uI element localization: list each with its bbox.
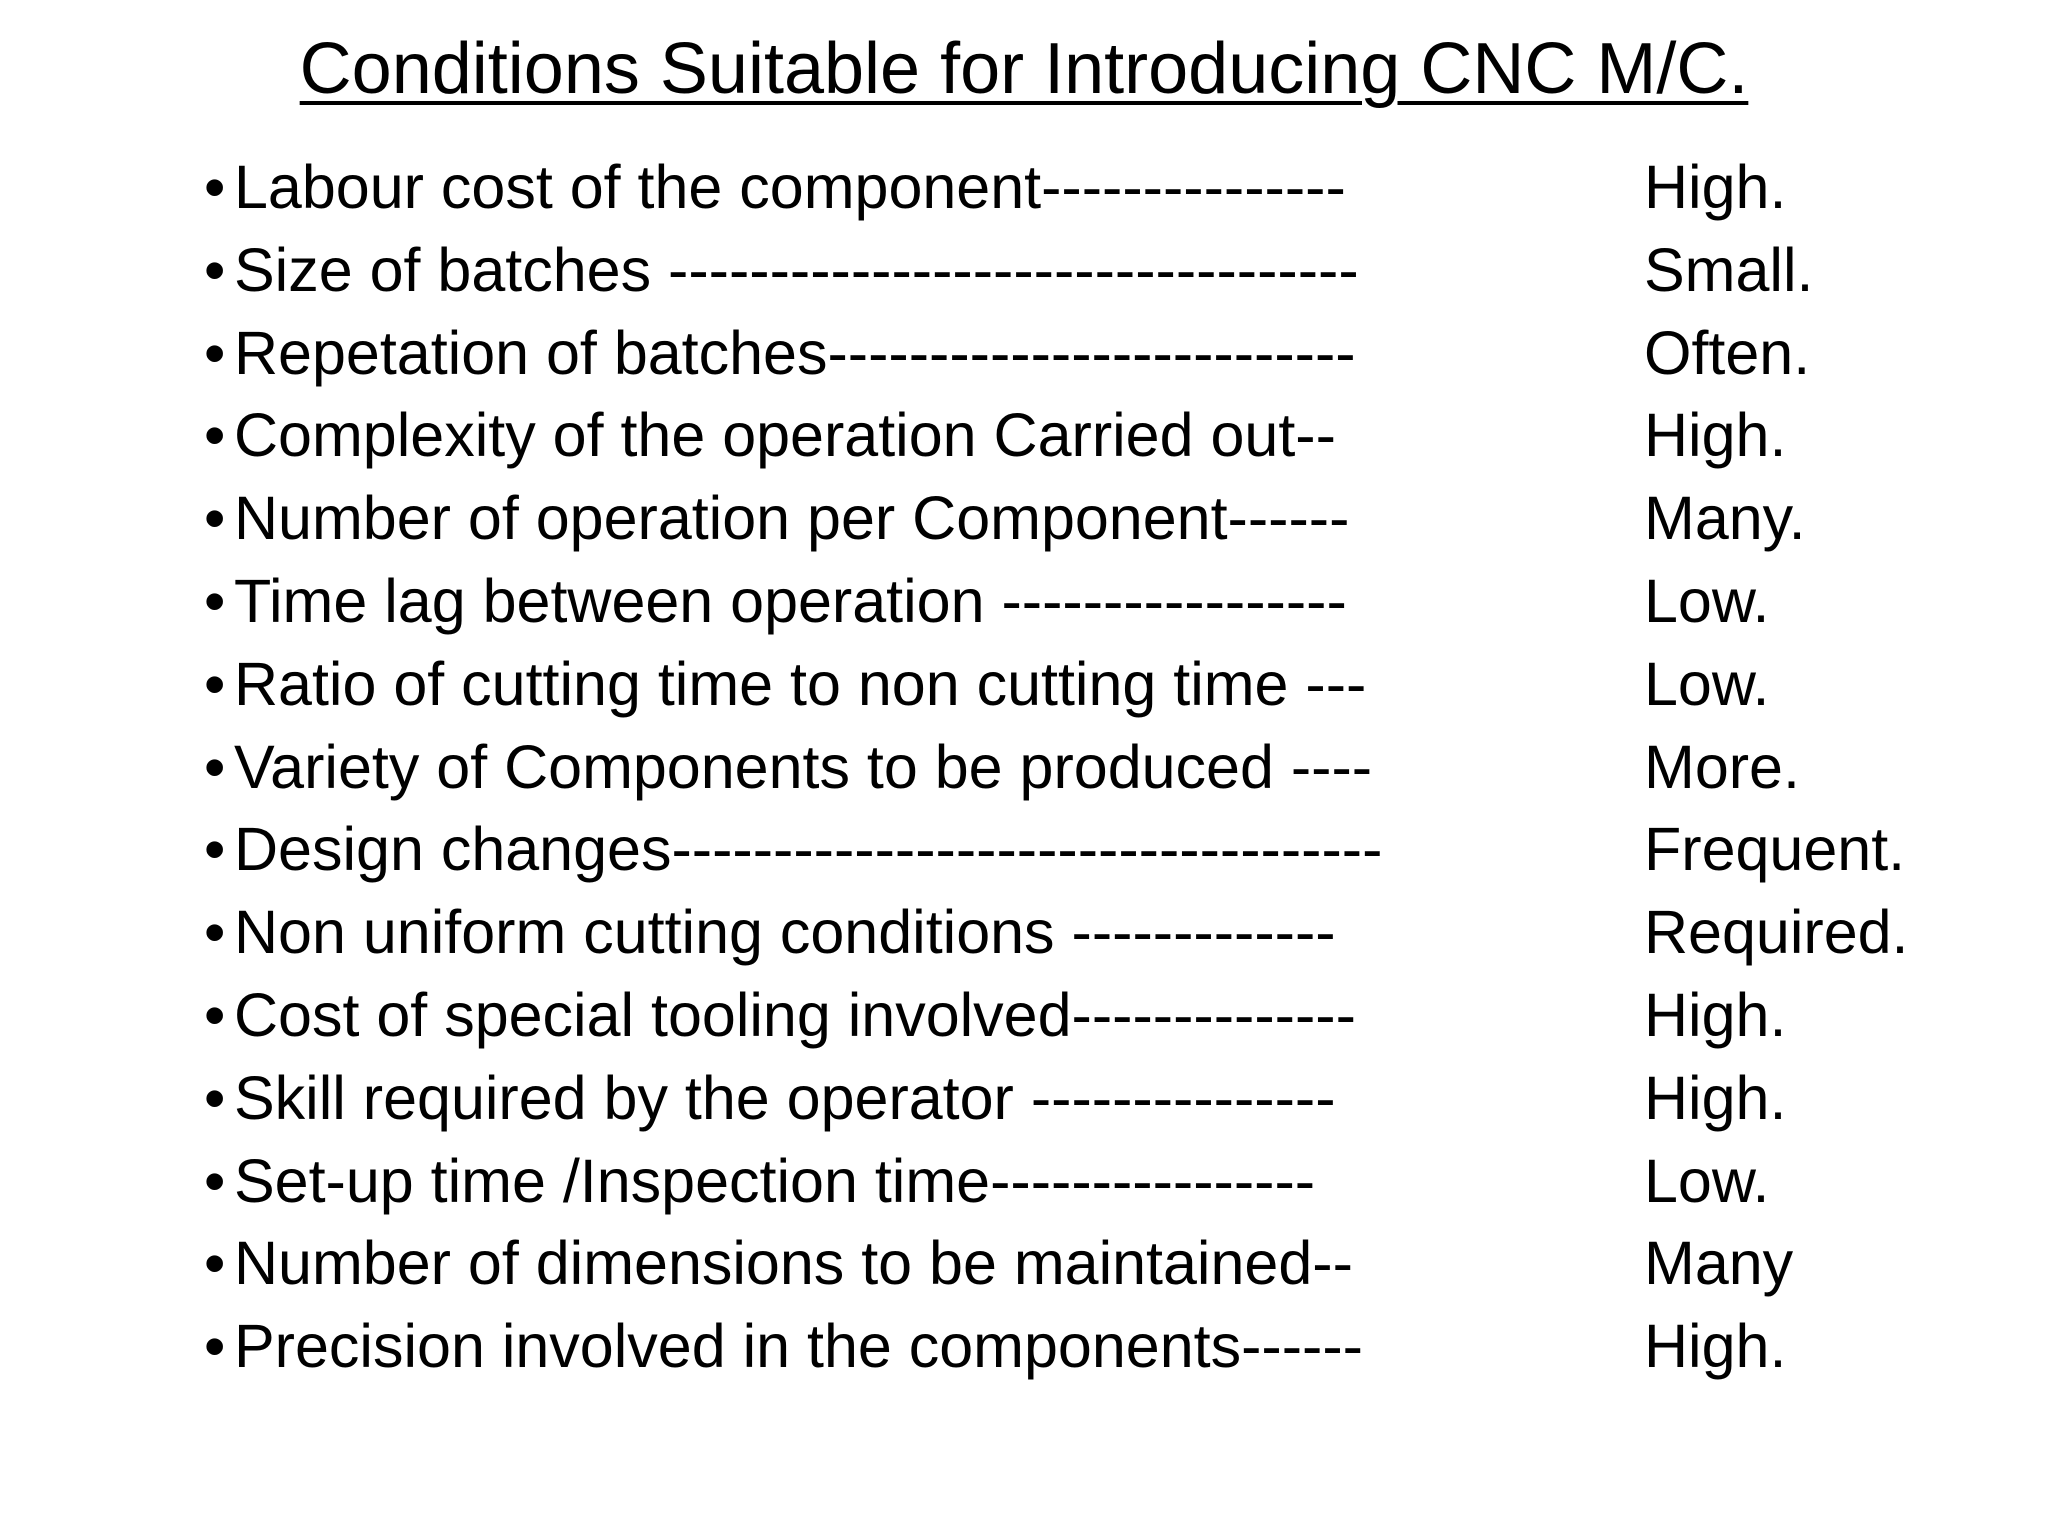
bullet-icon: • [204, 898, 226, 967]
list-item [204, 726, 1924, 809]
bullet-icon: • [204, 566, 226, 635]
condition-value: Many. [1644, 484, 1806, 553]
condition-label: Set-up time /Inspection time---------------- [234, 1146, 1316, 1215]
condition-value: Many [1644, 1229, 1794, 1298]
condition-label: Ratio of cutting time to non cutting time --- [234, 649, 1367, 718]
bullet-icon: • [204, 980, 226, 1049]
condition-label: Number of operation per Component------ [234, 484, 1350, 553]
bullet-icon: • [204, 401, 226, 470]
bullet-icon: • [204, 649, 226, 718]
condition-value: Low. [1644, 566, 1770, 635]
condition-label: Number of dimensions to be maintained-- [234, 1229, 1353, 1298]
bullet-icon: • [204, 732, 226, 801]
bullet-icon: • [204, 235, 226, 304]
condition-value: Frequent. [1644, 815, 1906, 884]
condition-value: High. [1644, 401, 1787, 470]
bullet-icon: • [204, 1312, 226, 1381]
condition-label: Non uniform cutting conditions ------------- [234, 898, 1336, 967]
bullet-icon: • [204, 1146, 226, 1215]
condition-label: Precision involved in the components------ [234, 1312, 1363, 1381]
condition-value: Low. [1644, 649, 1770, 718]
list-item [204, 477, 1924, 560]
conditions-list [204, 146, 1924, 1388]
bullet-icon: • [204, 1229, 226, 1298]
list-item [204, 808, 1924, 891]
list-item [204, 891, 1924, 974]
condition-value: High. [1644, 980, 1787, 1049]
list-item [204, 560, 1924, 643]
condition-label: Complexity of the operation Carried out-- [234, 401, 1336, 470]
bullet-icon: • [204, 484, 226, 553]
condition-label: Design changes----------------------------------- [234, 815, 1383, 884]
condition-label: Time lag between operation ----------------- [234, 566, 1347, 635]
condition-label: Size of batches ---------------------------------- [234, 235, 1359, 304]
slide-title: Conditions Suitable for Introducing CNC M/C. [299, 29, 1749, 109]
condition-value: Small. [1644, 235, 1814, 304]
list-item [204, 394, 1924, 477]
condition-value: Required. [1644, 898, 1909, 967]
list-item [204, 974, 1924, 1057]
bullet-icon: • [204, 153, 226, 221]
list-item [204, 1057, 1924, 1140]
list-item [204, 1140, 1924, 1223]
condition-value: Often. [1644, 318, 1811, 387]
bullet-icon: • [204, 815, 226, 884]
condition-value: High. [1644, 153, 1787, 221]
condition-value: High. [1644, 1312, 1787, 1381]
list-item [204, 1222, 1924, 1305]
bullet-icon: • [204, 318, 226, 387]
list-item [204, 643, 1924, 726]
condition-label: Cost of special tooling involved-------------- [234, 980, 1356, 1049]
list-item [204, 312, 1924, 395]
list-item [204, 146, 1924, 229]
condition-value: More. [1644, 732, 1800, 801]
list-item [204, 229, 1924, 312]
condition-value: Low. [1644, 1146, 1770, 1215]
condition-label: Labour cost of the component--------------- [234, 153, 1346, 221]
condition-label: Skill required by the operator --------------- [234, 1063, 1336, 1132]
condition-label: Variety of Components to be produced ---- [234, 732, 1373, 801]
condition-value: High. [1644, 1063, 1787, 1132]
bullet-icon: • [204, 1063, 226, 1132]
list-item [204, 1305, 1924, 1388]
condition-label: Repetation of batches-------------------------- [234, 318, 1356, 387]
